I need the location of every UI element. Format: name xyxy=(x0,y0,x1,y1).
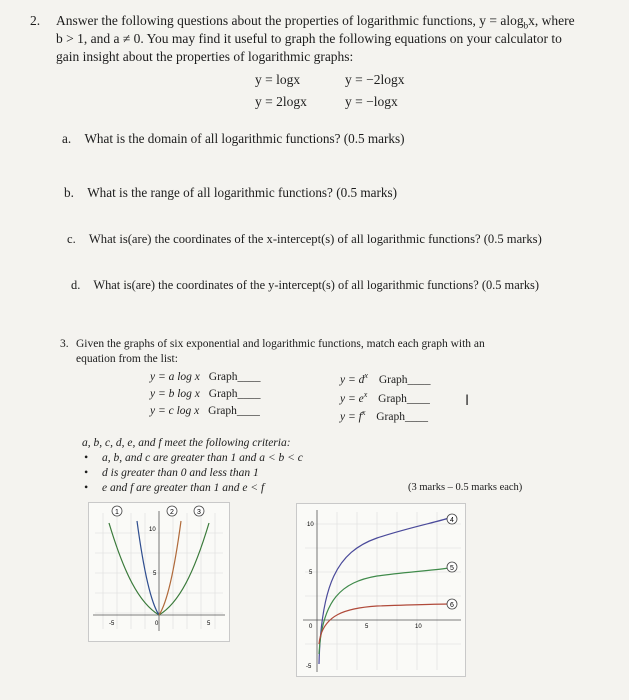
q2-line1-sub: b xyxy=(523,20,529,31)
graph-right-tick-10x: 10 xyxy=(415,624,422,630)
graph-right-tick-10y: 10 xyxy=(307,522,314,528)
q3-bullet-1: • a, b, and c are greater than 1 and a < b < c xyxy=(102,452,303,464)
q3-left-eq-3-label: Graph____ xyxy=(208,405,260,417)
graph-left-svg xyxy=(89,503,229,641)
graph-left xyxy=(88,502,230,642)
graph-left-tick-5y: 5 xyxy=(153,571,157,577)
graph-left-curve-3 xyxy=(159,521,181,615)
q3-right-eq-1-sup: x xyxy=(364,371,368,380)
q2-part-c xyxy=(67,232,542,247)
graph-left-tick-10y: 10 xyxy=(149,527,156,533)
q3-right-eq-1-eq: y = d xyxy=(340,373,365,386)
q3-right-eq-2 xyxy=(340,390,430,405)
q2-equation-1: y = logx xyxy=(255,72,301,87)
q3-left-eq-2-label: Graph____ xyxy=(208,388,261,400)
q3-line2: equation from the list: xyxy=(76,353,178,365)
q3-bullet-2: • d is greater than 0 and less than 1 xyxy=(102,467,259,479)
graph-right-marker-5: 5 xyxy=(450,565,454,572)
graph-left-marker-1: 1 xyxy=(115,509,119,516)
graph-right-curve-4 xyxy=(319,518,449,664)
text-cursor-icon: I xyxy=(465,393,470,409)
graph-left-tick-5x: 5 xyxy=(207,621,211,627)
q3-left-eq-1 xyxy=(150,371,261,383)
graph-right-tick-5x: 5 xyxy=(365,624,369,630)
q3-left-eq-3 xyxy=(150,405,260,417)
q3-line1: Given the graphs of six exponential and logarithmic functions, match each graph with an xyxy=(76,338,485,350)
q3-right-eq-2-eq: y = e xyxy=(340,392,364,405)
q3-left-eq-1-label: Graph____ xyxy=(208,371,261,383)
q3-bullet-3: • e and f are greater than 1 and e < f xyxy=(102,482,264,494)
graph-right-marker-6: 6 xyxy=(450,602,454,609)
q3-right-eq-3-sup: x xyxy=(361,408,366,417)
q2-equation-2: y = −2logx xyxy=(345,72,405,87)
q2-part-c-letter: c. xyxy=(67,232,76,246)
graph-right-tick-neg5y: -5 xyxy=(306,664,312,670)
q2-part-b-text: What is the range of all logarithmic functions? (0.5 marks) xyxy=(87,185,397,200)
q3-left-eq-2-eq: y = b log x xyxy=(150,388,200,400)
q3-number: 3. xyxy=(60,338,69,350)
q3-right-eq-3 xyxy=(340,408,428,423)
q2-part-a-text: What is the domain of all logarithmic functions? (0.5 marks) xyxy=(84,131,405,146)
q2-part-a xyxy=(62,131,405,147)
q2-number: 2. xyxy=(30,13,41,28)
graph-left-curve-2 xyxy=(137,521,159,615)
q3-right-eq-2-sup: x xyxy=(363,390,368,399)
q2-part-c-text: What is(are) the coordinates of the x-intercept(s) of all logarithmic functions? (0.5 marks) xyxy=(88,232,542,246)
q2-part-d xyxy=(71,278,539,293)
q2-line1-text: Answer the following questions about the properties of logarithmic functions, y = alog xyxy=(56,13,524,28)
q2-line1-end: x, where xyxy=(528,13,575,28)
graph-left-marker-2: 2 xyxy=(170,509,174,516)
q3-left-eq-3-eq: y = c log x xyxy=(150,405,200,417)
q3-right-eq-3-eq: y = f xyxy=(340,410,362,423)
q2-part-d-text: What is(are) the coordinates of the y-intercept(s) of all logarithmic functions? (0.5 marks) xyxy=(93,278,539,292)
graph-left-tick-0: 0 xyxy=(155,621,159,627)
graph-right xyxy=(296,503,466,677)
q2-part-b xyxy=(64,185,397,201)
q3-right-eq-3-label: Graph____ xyxy=(376,410,428,423)
q3-marks: (3 marks – 0.5 marks each) xyxy=(408,482,523,493)
graph-right-svg xyxy=(297,504,465,676)
q3-left-eq-1-eq: y = a log x xyxy=(150,371,200,383)
q3-left-eq-2 xyxy=(150,388,261,400)
q2-line2: b > 1, and a ≠ 0. You may find it useful to graph the following equations on your calculator to xyxy=(56,31,562,46)
graph-right-marker-4: 4 xyxy=(450,517,454,524)
graph-right-curve-6 xyxy=(319,604,449,644)
q2-part-b-letter: b. xyxy=(64,185,74,200)
graph-left-marker-3: 3 xyxy=(197,509,201,516)
graph-right-tick-0: 0 xyxy=(309,624,313,630)
q2-line3: gain insight about the properties of logarithmic graphs: xyxy=(56,49,354,64)
q2-part-a-letter: a. xyxy=(62,131,72,146)
q3-right-eq-1-label: Graph____ xyxy=(378,373,431,386)
q3-right-eq-2-label: Graph____ xyxy=(378,392,430,405)
q2-equation-3: y = 2logx xyxy=(255,94,307,109)
graph-left-tick-neg5: -5 xyxy=(109,621,115,627)
q2-equation-4: y = −logx xyxy=(345,94,398,109)
q3-right-eq-1 xyxy=(340,371,431,386)
q3-criteria-intro: a, b, c, d, e, and f meet the following criteria: xyxy=(82,437,291,449)
graph-right-tick-5y: 5 xyxy=(309,570,313,576)
graph-right-curve-5 xyxy=(319,568,449,654)
q2-part-d-letter: d. xyxy=(71,278,81,292)
